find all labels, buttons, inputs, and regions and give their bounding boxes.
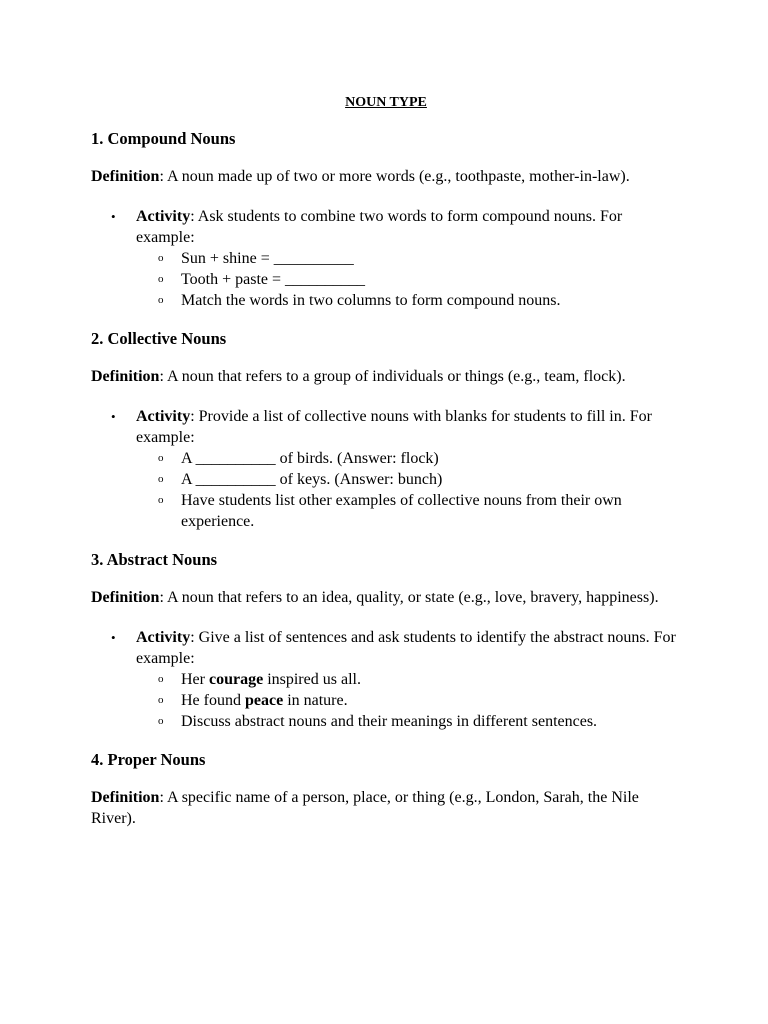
document-title: NOUN TYPE (345, 95, 427, 110)
circle-bullet-icon: o (158, 673, 164, 685)
activity-label: Activity (136, 208, 191, 225)
activity-text: : Provide a list of collective nouns with blanks for students to fill in. For example: (136, 408, 652, 446)
definition-label: Definition (91, 789, 160, 806)
example-list (136, 448, 681, 532)
circle-bullet-icon: o (158, 294, 164, 306)
example-list (136, 248, 681, 311)
activity-list (91, 406, 681, 532)
definition-label: Definition (91, 168, 160, 185)
example-text: Have students list other examples of collective nouns from their own experience. (181, 492, 622, 530)
section-collective-nouns (91, 328, 681, 532)
definition-paragraph (91, 366, 681, 387)
activity-text: : Give a list of sentences and ask students to identify the abstract nouns. For example: (136, 629, 676, 667)
example-text: Sun + shine = __________ (181, 250, 354, 267)
circle-bullet-icon: o (158, 473, 164, 485)
circle-bullet-icon: o (158, 252, 164, 264)
example-text-post: inspired us all. (263, 671, 361, 688)
list-item (136, 711, 681, 732)
definition-text: : A specific name of a person, place, or thing (e.g., London, Sarah, the Nile River). (91, 789, 639, 827)
abstract-noun-highlight: peace (244, 692, 284, 709)
circle-bullet-icon: o (158, 494, 164, 506)
example-text: Match the words in two columns to form compound nouns. (181, 292, 561, 309)
activity-item (91, 627, 681, 732)
list-item (136, 290, 681, 311)
activity-label: Activity (136, 408, 191, 425)
circle-bullet-icon: o (158, 694, 164, 706)
bullet-icon: • (111, 409, 116, 424)
circle-bullet-icon: o (158, 715, 164, 727)
list-item (136, 469, 681, 490)
list-item (136, 690, 681, 711)
section-heading: 2. Collective Nouns (91, 329, 227, 348)
definition-text: : A noun that refers to a group of individuals or things (e.g., team, flock). (159, 368, 626, 385)
activity-list (91, 206, 681, 311)
section-heading: 3. Abstract Nouns (91, 550, 218, 569)
definition-label: Definition (91, 368, 160, 385)
example-text: A __________ of birds. (Answer: flock) (181, 450, 439, 467)
list-item (136, 248, 681, 269)
activity-item (91, 206, 681, 311)
activity-list (91, 627, 681, 732)
section-heading: 4. Proper Nouns (91, 750, 206, 769)
definition-text: : A noun made up of two or more words (e.g., toothpaste, mother-in-law). (159, 168, 630, 185)
section-heading: 1. Compound Nouns (91, 129, 236, 148)
bullet-icon: • (111, 209, 116, 224)
definition-paragraph (91, 787, 681, 829)
abstract-noun-highlight: courage (208, 671, 264, 688)
example-text-post: in nature. (283, 692, 348, 709)
activity-item (91, 406, 681, 532)
document-page (91, 94, 681, 848)
definition-paragraph (91, 587, 681, 608)
activity-text: : Ask students to combine two words to form compound nouns. For example: (136, 208, 623, 246)
example-text-pre: He found (181, 692, 245, 709)
circle-bullet-icon: o (158, 273, 164, 285)
list-item (136, 269, 681, 290)
section-compound-nouns (91, 128, 681, 311)
definition-label: Definition (91, 589, 160, 606)
activity-label: Activity (136, 629, 191, 646)
example-text: Discuss abstract nouns and their meanings in different sentences. (181, 713, 598, 730)
section-proper-nouns (91, 749, 681, 829)
definition-text: : A noun that refers to an idea, quality, or state (e.g., love, bravery, happiness). (159, 589, 659, 606)
circle-bullet-icon: o (158, 452, 164, 464)
example-text: Tooth + paste = __________ (181, 271, 366, 288)
example-text: A __________ of keys. (Answer: bunch) (181, 471, 443, 488)
list-item (136, 490, 681, 532)
section-abstract-nouns (91, 549, 681, 732)
definition-paragraph (91, 166, 681, 187)
bullet-icon: • (111, 630, 116, 645)
list-item (136, 669, 681, 690)
example-text-pre: Her (181, 671, 209, 688)
example-list (136, 669, 681, 732)
list-item (136, 448, 681, 469)
